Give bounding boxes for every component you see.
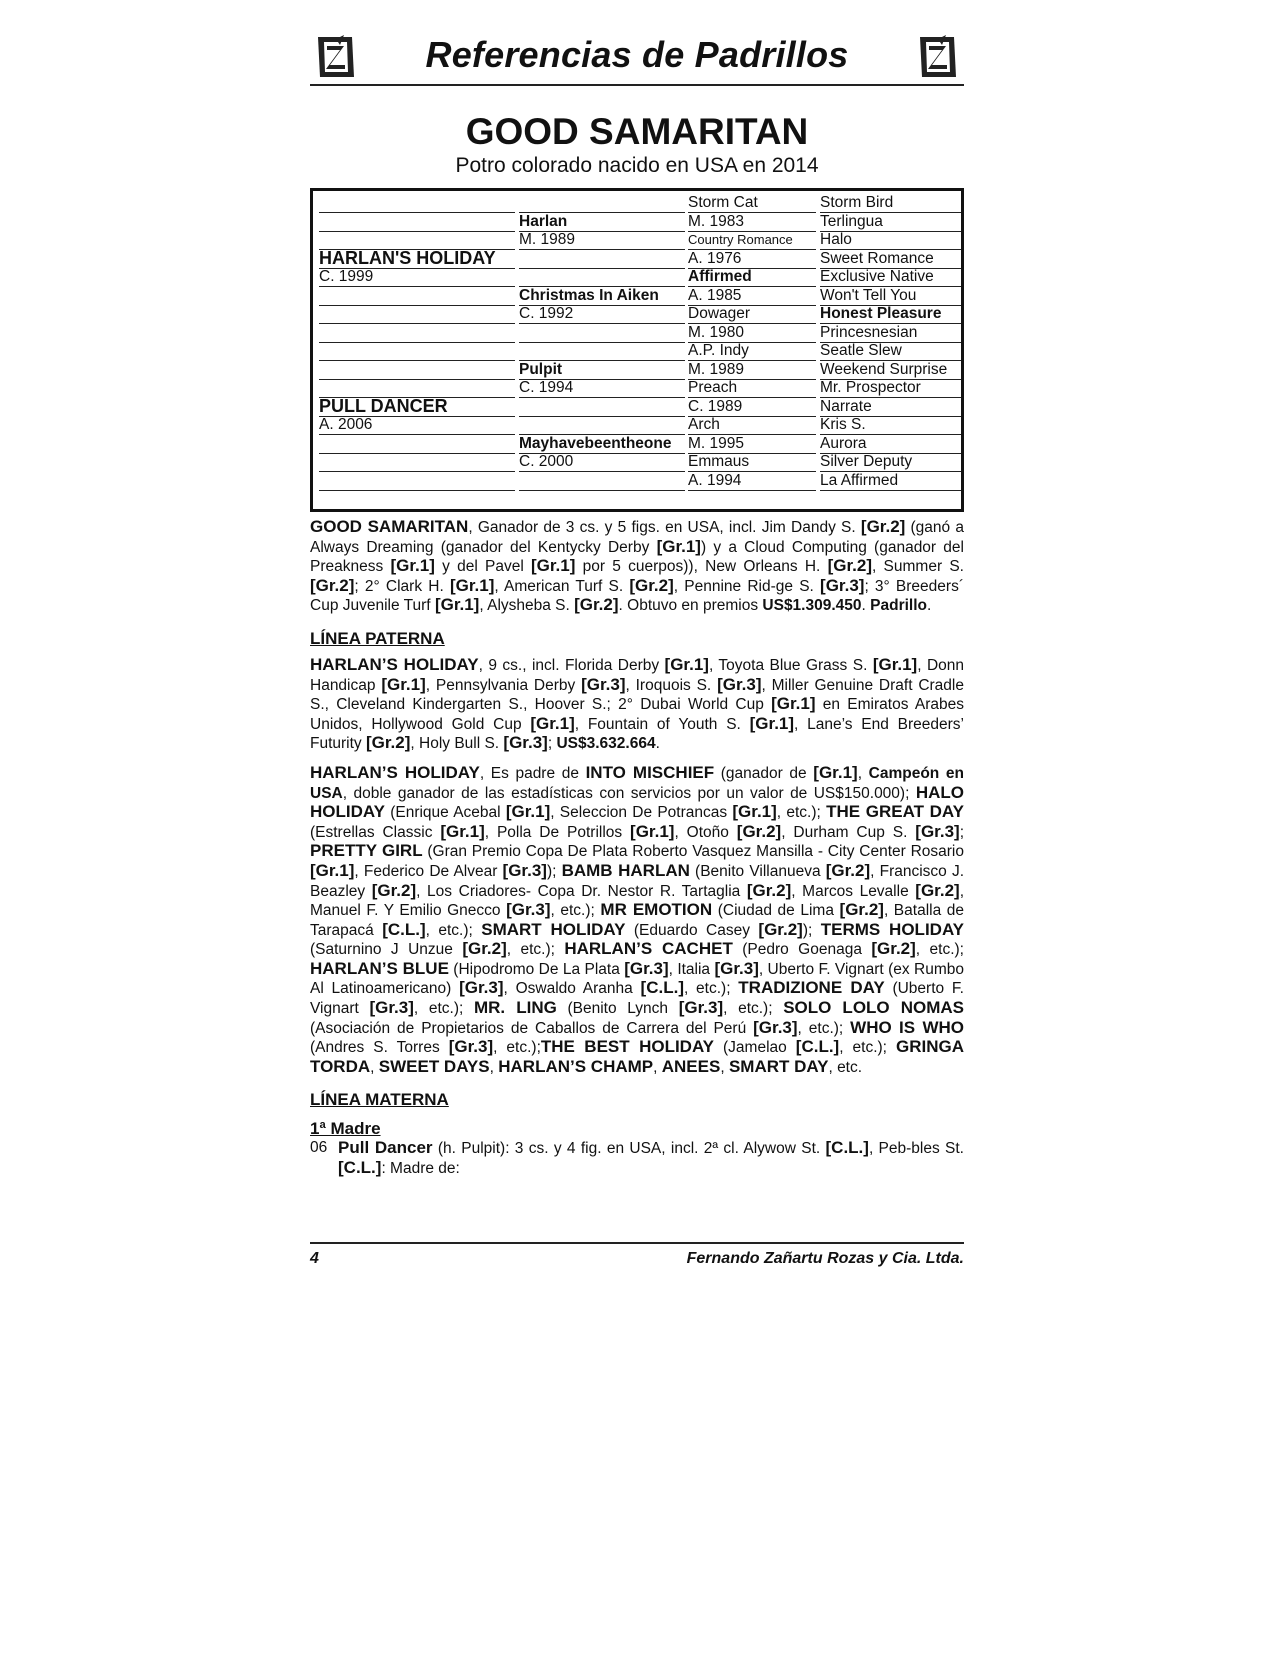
text-run: , 9 cs., incl. Florida Derby (478, 656, 665, 674)
logo-icon (916, 33, 960, 81)
pedigree-cell: Narrate (820, 397, 961, 417)
text-run: (Benito Lynch (556, 1000, 679, 1018)
pedigree-cell: Weekend Surprise (820, 360, 961, 380)
page-header (310, 30, 964, 86)
text-run: , etc.); (839, 1039, 896, 1057)
horse-name-inline: WHO IS WHO (850, 1017, 964, 1037)
pedigree-cell: Pulpit (519, 360, 685, 380)
horse-description: Potro colorado nacido en USA en 2014 (455, 154, 819, 177)
pedigree-cell (319, 471, 515, 491)
grade-badge: [Gr.1] (440, 821, 485, 841)
horse-name-inline: SOLO LOLO NOMAS (783, 998, 964, 1018)
pedigree-row (319, 434, 955, 453)
text-run: , etc.); (683, 980, 739, 998)
pedigree-cell: A. 1985 (688, 286, 816, 306)
pedigree-cell: M. 1980 (688, 323, 816, 343)
text-run: : Madre de: (381, 1160, 460, 1178)
text-run: (Asociación de Propietarios de Caballos de Carrera del Perú (310, 1019, 754, 1037)
grade-badge: [C.L.] (382, 919, 426, 939)
text-run: , (653, 1058, 662, 1076)
grade-badge: [Gr.1] (434, 595, 480, 615)
pedigree-cell: Aurora (820, 434, 961, 454)
text-run: (Andres S. Torres (310, 1039, 449, 1057)
pedigree-cell: Sweet Romance (820, 249, 961, 269)
grade-badge: [Gr.3] (502, 860, 547, 880)
text-run: y del Pavel (434, 558, 531, 576)
text-run: ; (547, 735, 557, 753)
text-run: , Durham Cup S. (781, 823, 916, 841)
document-page (310, 30, 964, 1179)
horse-name-inline: SWEET DAYS (378, 1056, 490, 1076)
pedigree-cell (319, 434, 515, 454)
grade-badge: [Gr.2] (825, 860, 871, 880)
text-run: , doble ganador de las estadísticas con servicios por un valor de US$150.000); (342, 784, 916, 802)
pedigree-row (319, 249, 955, 268)
text-run: , Italia (668, 960, 715, 978)
pedigree-cell (519, 471, 685, 491)
pedigree-cell: Honest Pleasure (820, 304, 961, 324)
text-run: . (927, 597, 932, 615)
pedigree-cell (319, 230, 515, 250)
grade-badge: [C.L.] (640, 978, 684, 998)
text-run: , Holy Bull S. (410, 735, 504, 753)
dam-heading: 1ª Madre (310, 1119, 381, 1139)
text-run: (Benito Villanueva (689, 862, 826, 880)
grade-badge: [Gr.3] (714, 958, 759, 978)
pedigree-cell: C. 1992 (519, 304, 685, 324)
horse-name-inline: SMART HOLIDAY (481, 919, 626, 939)
grade-badge: [C.L.] (825, 1138, 869, 1158)
grade-badge: [Gr.2] (462, 939, 507, 959)
text-run: en Emiratos Arabes Unidos, Hollywood Gold Cup (310, 696, 964, 733)
grade-badge: [Gr.3] (448, 1037, 494, 1057)
pedigree-cell: Preach (688, 378, 816, 398)
grade-badge: [Gr.3] (503, 733, 548, 753)
horse-name-inline: MR. LING (473, 998, 557, 1018)
pedigree-row (319, 471, 955, 490)
text-run: US$3.632.664 (556, 735, 656, 753)
pedigree-cell: Mr. Prospector (820, 378, 961, 398)
horse-name-inline: THE GREAT DAY (826, 802, 964, 822)
text-run: , etc.); (550, 902, 601, 920)
text-run: (Saturnino J Unzue (310, 941, 463, 959)
text-run: , Marcos Levalle (791, 882, 916, 900)
text-run: , etc.); (797, 1019, 851, 1037)
page-footer (310, 1242, 964, 1270)
grade-badge: [Gr.3] (624, 958, 669, 978)
grade-badge: [Gr.2] (915, 880, 960, 900)
grade-badge: [Gr.3] (820, 575, 865, 595)
text-run: , Donn Handicap (310, 656, 965, 694)
pedigree-row (319, 323, 955, 342)
pedigree-row (319, 304, 955, 323)
grade-badge: [Gr.1] (813, 762, 858, 782)
pedigree-cell: Dowager (688, 304, 816, 324)
grade-badge: [Gr.2] (365, 733, 411, 753)
pedigree-cell: A.P. Indy (688, 341, 816, 361)
grade-badge: [Gr.3] (459, 978, 504, 998)
text-run: , American Turf S. (494, 577, 630, 595)
grade-badge: [Gr.1] (732, 802, 777, 822)
text-run: , Uberto F. Vignart (ex Rumbo Al Latinoamericano) (310, 960, 965, 998)
pedigree-cell: Silver Deputy (820, 452, 961, 472)
pedigree-cell: C. 1999 (319, 267, 515, 287)
pedigree-row (319, 212, 955, 231)
text-run: , Federico De Alvear (354, 862, 503, 880)
text-run: Campeón en USA (310, 764, 964, 802)
text-run: , (720, 1058, 729, 1076)
pedigree-cell: Arch (688, 415, 816, 435)
pedigree-cell (319, 360, 515, 380)
pedigree-row (319, 360, 955, 379)
text-run: ) y a Cloud Computing (ganador del Preakness (310, 538, 964, 576)
pedigree-cell (519, 341, 685, 361)
text-run: , Manuel F. Y Emilio Gnecco (310, 882, 964, 920)
grade-badge: [C.L.] (795, 1037, 840, 1057)
grade-badge: [Gr.1] (381, 674, 426, 694)
text-run: (Gran Premio Copa De Plata Roberto Vasquez Mansilla - City Center Rosario (422, 843, 964, 861)
pedigree-cell (519, 323, 685, 343)
grade-badge: [Gr.2] (839, 900, 884, 920)
text-run: , Pennine Rid-ge S. (673, 577, 821, 595)
grade-badge: [Gr.1] (630, 821, 675, 841)
text-run: , etc.); (413, 1000, 474, 1018)
section-heading-paterna: LÍNEA PATERNA (310, 628, 445, 648)
text-run: , (370, 1058, 379, 1076)
grade-badge: [C.L.] (338, 1158, 382, 1178)
text-run: , Alysheba S. (479, 597, 575, 615)
pedigree-cell: M. 1989 (519, 230, 685, 250)
text-run: (Jamelao (714, 1039, 796, 1057)
sire-offspring-paragraph (310, 764, 964, 1078)
pedigree-cell: Seatle Slew (820, 341, 961, 361)
text-run: , Es padre de (479, 764, 586, 782)
pedigree-cell: Harlan (519, 212, 685, 232)
grade-badge: [Gr.3] (678, 998, 724, 1018)
pedigree-cell: A. 1994 (688, 471, 816, 491)
pedigree-cell: PULL DANCER (319, 397, 515, 417)
text-run: , Fountain of Youth S. (574, 715, 750, 733)
pedigree-cell: A. 2006 (319, 415, 515, 435)
text-run: , Summer S. (872, 558, 964, 576)
grade-badge: [Gr.3] (369, 998, 414, 1018)
horse-name-inline: INTO MISCHIEF (585, 762, 715, 782)
pedigree-cell: M. 1983 (688, 212, 816, 232)
pedigree-cell: La Affirmed (820, 471, 961, 491)
grade-badge: [Gr.1] (531, 556, 576, 576)
text-run: , Iroquois S. (625, 676, 718, 694)
text-run: , Francisco J. Beazley (310, 862, 964, 900)
dam-entry-year: 06 (310, 1139, 328, 1157)
grade-badge: [Gr.2] (746, 880, 792, 900)
pedigree-cell (319, 286, 515, 306)
text-run: ; (959, 823, 964, 841)
horse-name-inline: BAMB HARLAN (561, 860, 690, 880)
pedigree-cell: M. 1989 (688, 360, 816, 380)
text-run: , Peb-bles St. (868, 1140, 964, 1158)
text-run: (ganador de (714, 764, 814, 782)
page-number: 4 (310, 1250, 319, 1267)
grade-badge: [Gr.2] (860, 517, 906, 536)
horse-name-inline: HALO HOLIDAY (310, 782, 964, 822)
text-run: , etc.); (493, 1039, 541, 1057)
horse-name-inline: HARLAN’S HOLIDAY (310, 654, 479, 674)
text-run: , Ganador de 3 cs. y 5 figs. en USA, incl. Jim Dandy S. (468, 519, 861, 536)
pedigree-cell (519, 193, 685, 213)
pedigree-row (319, 397, 955, 416)
text-run: , Polla De Potrillos (484, 823, 631, 841)
pedigree-cell: C. 1994 (519, 378, 685, 398)
text-run: , etc.); (425, 921, 482, 939)
pedigree-cell (519, 397, 685, 417)
pedigree-row (319, 267, 955, 286)
text-run: , Toyota Blue Grass S. (708, 656, 873, 674)
grade-badge: [Gr.1] (664, 654, 709, 674)
pedigree-row (319, 452, 955, 471)
grade-badge: [Gr.1] (771, 694, 816, 714)
text-run: (Enrique Acebal (384, 804, 506, 822)
text-run: (ganó a Always Dreaming (ganador del Kentycky Derby (310, 519, 964, 556)
text-run: , Otoño (674, 823, 737, 841)
text-run: , Batalla de Tarapacá (310, 902, 965, 939)
pedigree-row (319, 341, 955, 360)
pedigree-cell: HARLAN'S HOLIDAY (319, 249, 515, 269)
grade-badge: [Gr.1] (749, 713, 795, 733)
sire-record-paragraph (310, 656, 964, 754)
pedigree-cell (319, 341, 515, 361)
grade-badge: [Gr.1] (390, 556, 435, 576)
pedigree-cell: Storm Bird (820, 193, 961, 213)
horse-name-inline: ANEES (661, 1056, 721, 1076)
grade-badge: [Gr.1] (530, 713, 575, 733)
text-run: ); (802, 921, 821, 939)
text-run: , (857, 764, 869, 782)
pedigree-row (319, 230, 955, 249)
grade-badge: [Gr.2] (310, 575, 355, 595)
pedigree-cell: Princesnesian (820, 323, 961, 343)
grade-badge: [Gr.1] (449, 575, 495, 595)
dam-entry-text (338, 1140, 964, 1177)
text-run: , Oswaldo Aranha (503, 980, 641, 998)
text-run: , (489, 1058, 499, 1076)
grade-badge: [Gr.2] (827, 556, 872, 576)
pedigree-cell: Exclusive Native (820, 267, 961, 287)
text-run: , Lane’s End Breeders’ Futurity (310, 715, 964, 753)
grade-badge: [Gr.1] (656, 536, 701, 556)
pedigree-cell: Storm Cat (688, 193, 816, 213)
footer-company: Fernando Zañartu Rozas y Cia. Ltda. (686, 1250, 964, 1267)
text-run: , Pennsylvania Derby (425, 676, 582, 694)
pedigree-cell (319, 323, 515, 343)
text-run: (Ciudad de Lima (712, 902, 840, 920)
pedigree-row (319, 193, 955, 212)
horse-name-inline: GOOD SAMARITAN (310, 517, 469, 536)
horse-name-inline: GRINGA TORDA (310, 1037, 964, 1076)
pedigree-cell (319, 304, 515, 324)
text-run: (Hipodromo De La Plata (448, 960, 625, 978)
text-run: . Obtuvo en premios (618, 597, 763, 615)
pedigree-cell: Won't Tell You (820, 286, 961, 306)
pedigree-cell: C. 1989 (688, 397, 816, 417)
text-run: (Uberto F. Vignart (310, 980, 964, 1018)
text-run: , Miller Genuine Draft Cradle S., Cleveland Kindergarten S., Hoover S.; 2° Dubai World Cup (310, 676, 964, 714)
horse-name-inline: HARLAN’S CHAMP (498, 1056, 654, 1076)
pedigree-cell: C. 2000 (519, 452, 685, 472)
text-run: (Estrellas Classic (310, 823, 441, 841)
grade-badge: [Gr.3] (915, 821, 960, 841)
text-run: , etc.); (915, 941, 964, 959)
text-run: , Los Criadores- Copa Dr. Nestor R. Tartaglia (416, 882, 747, 900)
pedigree-cell: Kris S. (820, 415, 961, 435)
horse-name-inline: PRETTY GIRL (310, 841, 423, 861)
pedigree-cell: M. 1995 (688, 434, 816, 454)
pedigree-cell (319, 452, 515, 472)
grade-badge: [Gr.2] (574, 595, 619, 615)
text-run: ; 3° Breeders´ Cup Juvenile Turf (310, 577, 964, 615)
text-run: (Eduardo Casey (625, 921, 759, 939)
horse-name-inline: Pull Dancer (338, 1138, 433, 1158)
pedigree-cell: Christmas In Aiken (519, 286, 685, 306)
text-run: , etc. (828, 1058, 863, 1076)
grade-badge: [Gr.3] (753, 1017, 798, 1037)
grade-badge: [Gr.2] (371, 880, 417, 900)
pedigree-cell (519, 415, 685, 435)
racing-record-paragraph (310, 518, 964, 616)
dam-entry (310, 1139, 964, 1178)
grade-badge: [Gr.3] (717, 674, 762, 694)
pedigree-cell: A. 1976 (688, 249, 816, 269)
text-run: . (861, 597, 871, 615)
horse-name-inline: MR EMOTION (600, 900, 713, 920)
text-run: ; 2° Clark H. (354, 577, 450, 595)
grade-badge: [Gr.2] (871, 939, 916, 959)
horse-name: GOOD SAMARITAN (465, 111, 809, 152)
text-run: , etc.); (506, 941, 565, 959)
pedigree-row (319, 286, 955, 305)
text-run: , etc.); (723, 1000, 784, 1018)
text-run: (h. Pulpit): 3 cs. y 4 fig. en USA, incl. 2ª cl. Alywow St. (432, 1140, 826, 1158)
grade-badge: [Gr.1] (505, 802, 551, 822)
pedigree-table (310, 188, 964, 512)
text-run: US$1.309.450 (762, 597, 862, 615)
horse-name-inline: HARLAN’S CACHET (564, 939, 733, 959)
horse-name-inline: HARLAN’S HOLIDAY (310, 762, 480, 782)
text-run: ); (546, 862, 562, 880)
horse-name-inline: TRADIZIONE DAY (738, 978, 885, 998)
header-title: Referencias de Padrillos (425, 34, 849, 75)
pedigree-row (319, 415, 955, 434)
pedigree-row (319, 378, 955, 397)
grade-badge: [Gr.1] (310, 860, 355, 880)
text-run: por 5 cuerpos)), New Orleans H. (575, 558, 828, 576)
pedigree-cell: Mayhavebeentheone (519, 434, 685, 454)
grade-badge: [Gr.3] (506, 900, 551, 920)
horse-name-inline: HARLAN’S BLUE (310, 958, 449, 978)
pedigree-cell: Terlingua (820, 212, 961, 232)
horse-name-inline: SMART DAY (728, 1056, 829, 1076)
text-run: . (655, 735, 660, 753)
grade-badge: [Gr.2] (629, 575, 674, 595)
pedigree-cell: Affirmed (688, 267, 816, 287)
text-run: (Pedro Goenaga (732, 941, 872, 959)
text-run: , Seleccion De Potrancas (550, 804, 733, 822)
pedigree-cell (319, 378, 515, 398)
pedigree-cell: Halo (820, 230, 961, 250)
pedigree-cell (519, 267, 685, 287)
pedigree-cell: Emmaus (688, 452, 816, 472)
grade-badge: [Gr.2] (736, 821, 782, 841)
grade-badge: [Gr.1] (872, 654, 918, 674)
grade-badge: [Gr.3] (581, 674, 626, 694)
grade-badge: [Gr.2] (758, 919, 803, 939)
pedigree-cell (319, 193, 515, 213)
pedigree-cell: Country Romance (688, 230, 816, 250)
horse-name-inline: TERMS HOLIDAY (820, 919, 964, 939)
section-heading-materna: LÍNEA MATERNA (310, 1090, 449, 1110)
text-run: Padrillo (870, 597, 927, 615)
pedigree-cell (319, 212, 515, 232)
horse-name-inline: THE BEST HOLIDAY (540, 1037, 715, 1057)
text-run: , etc.); (776, 804, 827, 822)
pedigree-cell (519, 249, 685, 269)
